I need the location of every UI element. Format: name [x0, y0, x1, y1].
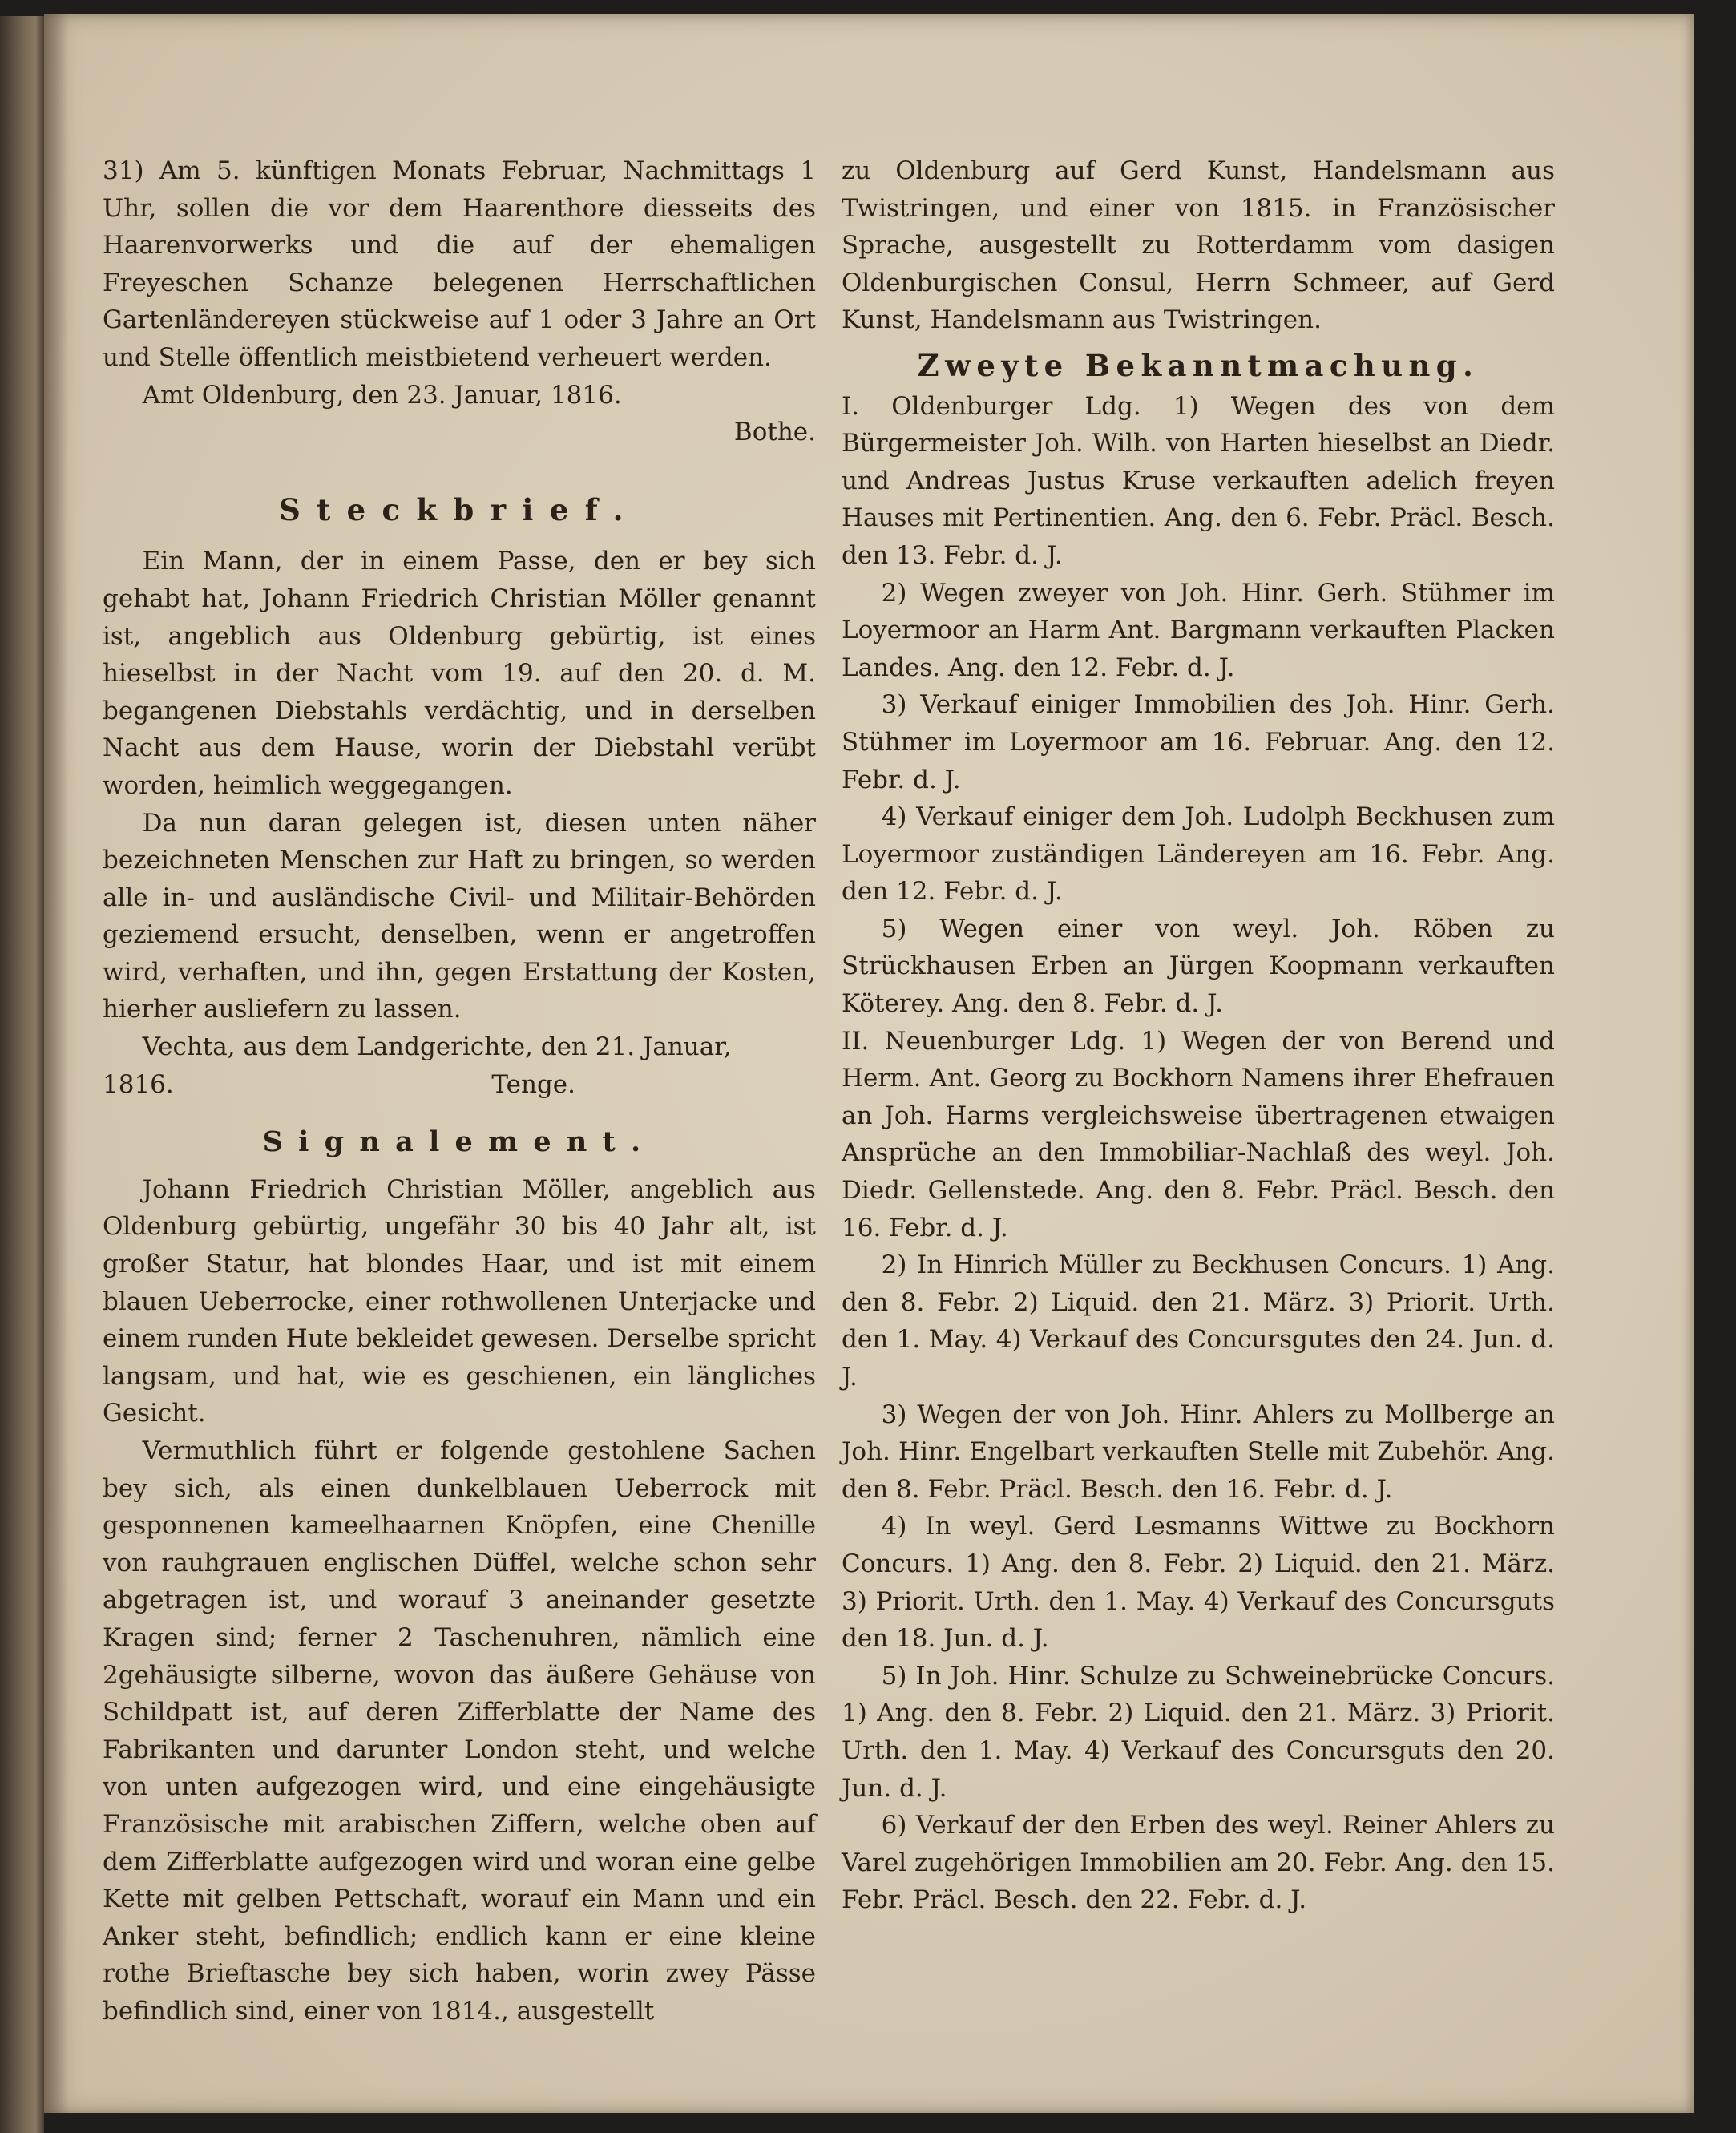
- notice-31-place-date: Amt Oldenburg, den 23. Januar, 1816.: [142, 380, 622, 410]
- steckbrief-paragraph-2: Da nun daran gelegen ist, diesen unten näher bezeichneten Menschen zur Haft zu bringen, so werden alle in- und ausländische Civil- und Militair-Behörden geziemend ersucht, denselben, wenn er angetroffen wird, verhaften, und ihn, gegen Erstattung der Kosten, hierher ausliefern zu lassen.: [103, 808, 816, 1024]
- neuenburger-item-6: 6) Verkauf der den Erben des weyl. Reiner Ahlers zu Varel zugehörigen Immobilien am 20. Febr. Ang. den 15. Febr. Präcl. Besch. den 22. Febr. d. J.: [842, 1811, 1555, 1915]
- steckbrief-signer: Tenge.: [491, 1069, 575, 1099]
- notice-31-signer: Bothe.: [733, 418, 816, 447]
- neuenburger-item-5: 5) In Joh. Hinr. Schulze zu Schweinebrücke Concurs. 1) Ang. den 8. Febr. 2) Liquid. den 21. März. 3) Priorit. Urth. den 1. May. 4) Verkauf des Concursguts den 20. Jun. d. J.: [842, 1661, 1555, 1803]
- oldenburger-item-3: 3) Verkauf einiger Immobilien des Joh. Hinr. Gerh. Stühmer im Loyermoor am 16. Februar. Ang. den 12. Febr. d. J.: [842, 690, 1555, 794]
- neuenburger-item-3: 3) Wegen der von Joh. Hinr. Ahlers zu Mollberge an Joh. Hinr. Engelbart verkauften Stelle mit Zubehör. Ang. den 8. Febr. Präcl. Besch. den 16. Febr. d. J.: [842, 1400, 1555, 1504]
- oldenburger-item-5: 5) Wegen einer von weyl. Joh. Röben zu Strückhausen Erben an Jürgen Koopmann verkauften Köterey. Ang. den 8. Febr. d. J.: [842, 914, 1555, 1019]
- oldenburger-item-1: I. Oldenburger Ldg. 1) Wegen des von dem Bürgermeister Joh. Wilh. von Harten hieselbst an Diedr. und Andreas Justus Kruse verkauften adelich freyen Hauses mit Pertinentien. Ang. den 6. Febr. Präcl. Besch. den 13. Febr. d. J.: [842, 391, 1555, 570]
- neuenburger-item-4: 4) In weyl. Gerd Lesmanns Wittwe zu Bockhorn Concurs. 1) Ang. den 8. Febr. 2) Liquid. den 21. März. 3) Priorit. Urth. den 1. May. 4) Verkauf des Concursguts den 18. Jun. d. J.: [842, 1512, 1555, 1654]
- signalement-paragraph-1: Johann Friedrich Christian Möller, angeblich aus Oldenburg gebürtig, ungefähr 30 bis 40 Jahr alt, ist großer Statur, hat blondes Haar, und ist mit einem blauen Ueberrocke, einer rothwollenen Unterjacke und einem runden Hute bekleidet gewesen. Derselbe spricht langsam, und hat, wie es geschienen, ein längliches Gesicht.: [103, 1174, 816, 1428]
- zweyte-bekanntmachung-heading: Zweyte Bekanntmachung.: [917, 347, 1480, 383]
- previous-page-edge: [0, 16, 44, 2133]
- steckbrief-heading: Steckbrief.: [279, 491, 640, 527]
- right-column: [842, 152, 1555, 1919]
- page-gutter-shadow: [44, 14, 68, 2113]
- steckbrief-year: 1816.: [103, 1069, 174, 1099]
- left-column: [103, 152, 816, 2030]
- oldenburger-item-4: 4) Verkauf einiger dem Joh. Ludolph Beckhusen zum Loyermoor zuständigen Ländereyen am 16. Febr. Ang. den 12. Febr. d. J.: [842, 802, 1555, 907]
- steckbrief-place-date: Vechta, aus dem Landgerichte, den 21. Januar,: [142, 1032, 732, 1062]
- oldenburger-item-2: 2) Wegen zweyer von Joh. Hinr. Gerh. Stühmer im Loyermoor an Harm Ant. Bargmann verkauften Placken Landes. Ang. den 12. Febr. d. J.: [842, 578, 1555, 682]
- description-continuation: zu Oldenburg auf Gerd Kunst, Handelsmann aus Twistringen, und einer von 1815. in Französischer Sprache, ausgestellt zu Rotterdamm vom dasigen Oldenburgischen Consul, Herrn Schmeer, auf Gerd Kunst, Handelsmann aus Twistringen.: [842, 156, 1555, 335]
- signalement-heading: Signalement.: [262, 1125, 656, 1159]
- neuenburger-item-2: 2) In Hinrich Müller zu Beckhusen Concurs. 1) Ang. den 8. Febr. 2) Liquid. den 21. März. 3) Priorit. Urth. den 1. May. 4) Verkauf des Concursgutes den 24. Jun. d. J.: [842, 1250, 1555, 1392]
- neuenburger-item-1: II. Neuenburger Ldg. 1) Wegen der von Berend und Herm. Ant. Georg zu Bockhorn Namens ihrer Ehefrauen an Joh. Harms vergleichsweise übertragenen etwaigen Ansprüche an den Immobiliar-Nachlaß des weyl. Joh. Diedr. Gellenstede. Ang. den 8. Febr. Präcl. Besch. den 16. Febr. d. J.: [842, 1026, 1555, 1242]
- steckbrief-paragraph-1: Ein Mann, der in einem Passe, den er bey sich gehabt hat, Johann Friedrich Christian Möller genannt ist, angeblich aus Oldenburg gebürtig, ist eines hieselbst in der Nacht vom 19. auf den 20. d. M. begangenen Diebstahls verdächtig, und in derselben Nacht aus dem Hause, worin der Diebstahl verübt worden, heimlich weggegangen.: [103, 547, 816, 800]
- steckbrief-signature-line: [103, 1066, 816, 1104]
- notice-31: 31) Am 5. künftigen Monats Februar, Nachmittags 1 Uhr, sollen die vor dem Haarenthore diesseits des Haarenvorwerks und die auf der ehemaligen Freyeschen Schanze belegenen Herrschaftlichen Gartenländereyen stückweise auf 1 oder 3 Jahre an Ort und Stelle öffentlich meistbietend verheuert werden.: [103, 156, 816, 372]
- signalement-paragraph-2: Vermuthlich führt er folgende gestohlene Sachen bey sich, als einen dunkelblauen Ueberrock mit gesponnenen kameelhaarnen Knöpfen, eine Chenille von rauhgrauen englischen Düffel, welche schon sehr abgetragen ist, und worauf 3 aneinander gesetzte Kragen sind; ferner 2 Taschenuhren, nämlich eine 2gehäusigte silberne, wovon das äußere Gehäuse von Schildpatt ist, auf deren Zifferblatte der Name des Fabrikanten und darunter London steht, und welche von unten aufgezogen wird, und eine eingehäusigte Französische mit arabischen Ziffern, welche oben auf dem Zifferblatte aufgezogen wird und woran eine gelbe Kette mit gelben Pettschaft, worauf ein Mann und ein Anker steht, befindlich; endlich kann er eine kleine rothe Brieftasche bey sich haben, worin zwey Pässe befindlich sind, einer von 1814., ausgestellt: [103, 1436, 816, 2026]
